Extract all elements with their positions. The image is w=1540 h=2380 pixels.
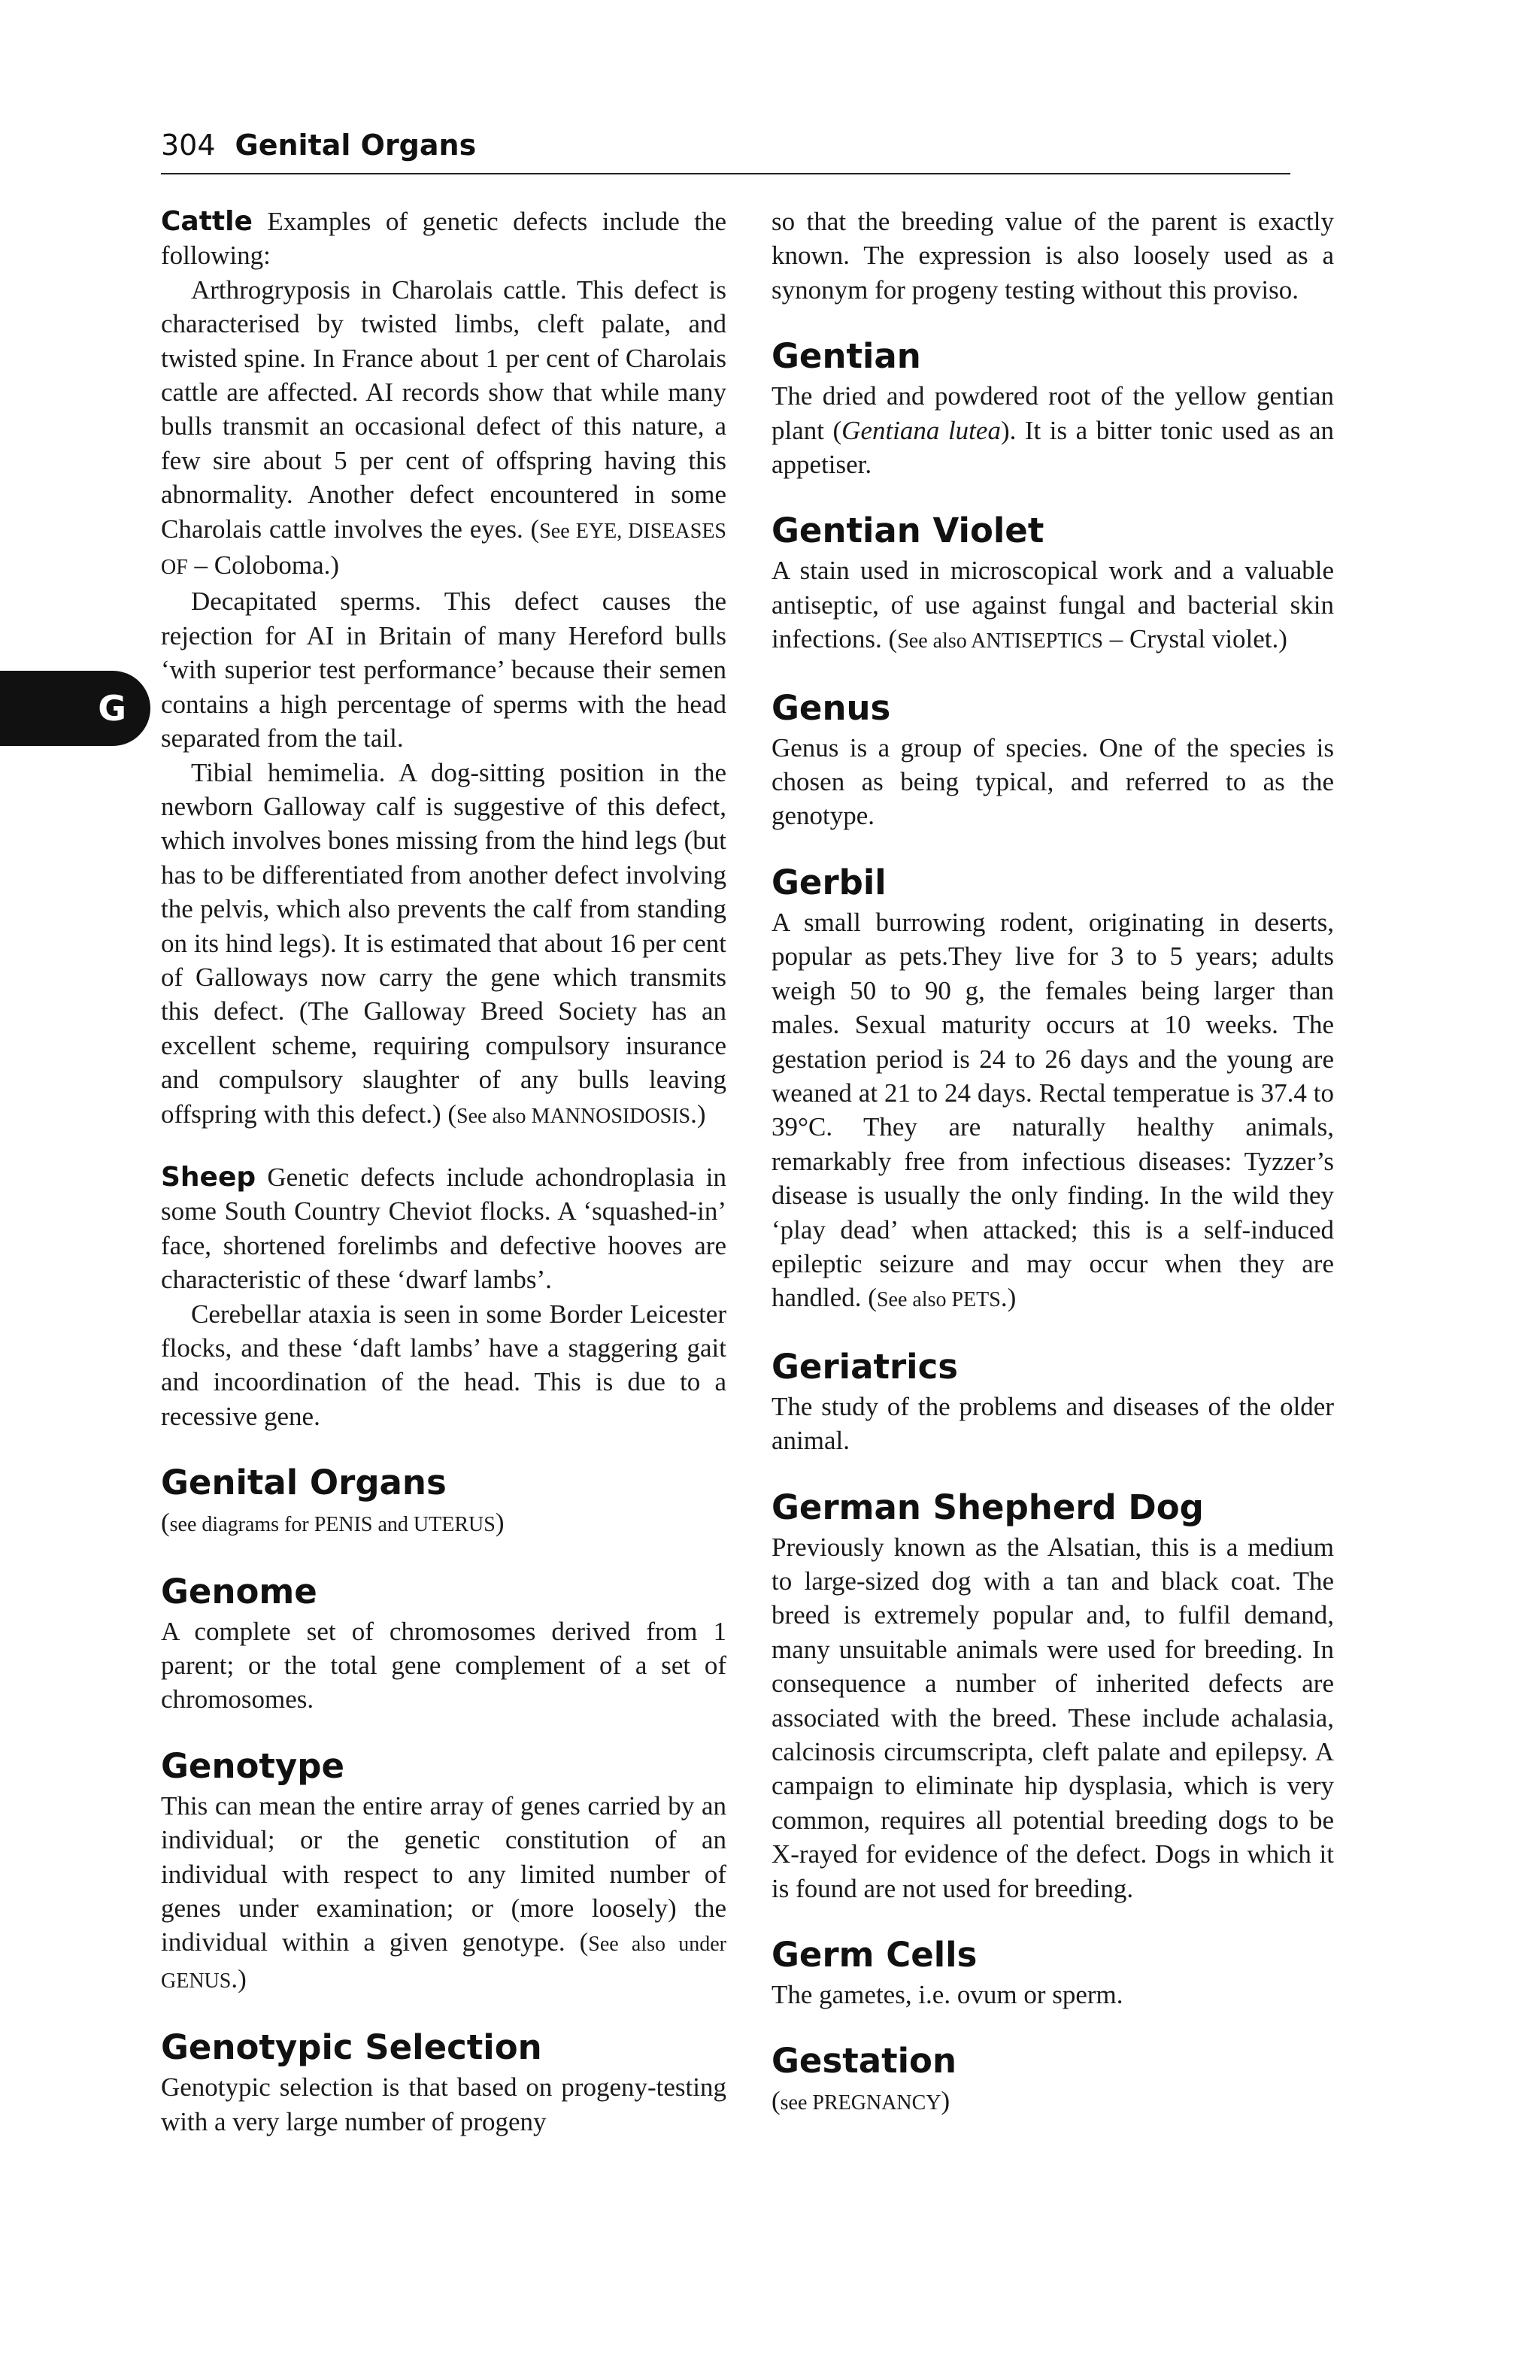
left-column (161, 205, 726, 2139)
entry-heading-genus: Genus (772, 687, 891, 728)
header-rule (161, 173, 1290, 174)
cross-reference: see diagrams for PENIS and UTERUS (169, 1513, 496, 1537)
entry-heading-genotypic-selection: Genotypic Selection (161, 2027, 542, 2068)
gentian-violet-text: A stain used in microscopical work and a valuable antiseptic, of use against fungal and bacterial skin infections. (See also ANTISEPTICS – Crystal violet.) (772, 556, 1334, 654)
entry-heading-german-shepherd-dog: German Shepherd Dog (772, 1487, 1204, 1527)
right-column (772, 205, 1334, 2121)
genus-text: Genus is a group of species. One of the species is chosen as being typical, and referred to as the genotype. (772, 732, 1334, 831)
entry-heading-genotype: Genotype (161, 1745, 344, 1786)
entry-heading-genital-organs: Genital Organs (161, 1463, 447, 1503)
germ-cells-text: The gametes, i.e. ovum or sperm. (772, 1980, 1123, 2010)
entry-heading-genome: Genome (161, 1571, 317, 1611)
sheep-subheading: Sheep (161, 1161, 256, 1193)
genital-organs-text: (see diagrams for PENIS and UTERUS) (161, 1508, 505, 1538)
gentian-text: The dried and powdered root of the yellow gentian plant (Gentiana lutea). It is a bitter tonic used as an appetiser. (772, 381, 1335, 480)
thumb-index-tab (0, 671, 150, 746)
genome-text: A complete set of chromosomes derived from 1 parent; or the total gene complement of a set of chromosomes. (161, 1616, 726, 1715)
cattle-paragraph: Cattle Examples of genetic defects include the following: (161, 206, 726, 271)
entry-heading-gestation: Gestation (772, 2041, 957, 2081)
cross-reference: See also PETS (876, 1288, 1001, 1312)
decapitated-sperms-paragraph: Decapitated sperms. This defect causes the rejection for AI in Britain of many Hereford bulls ‘with superior test performance’ because their semen contains a high percentage of sperms with the head separated from the tail. (161, 587, 726, 753)
sheep-paragraph: Sheep Genetic defects include achondroplasia in some South Country Cheviot flocks. A ‘squashed-in’ face, shortened forelimbs and defective hooves are characteristic of these ‘dwarf lambs’. (161, 1161, 726, 1295)
latin-name: Gentiana lutea (841, 415, 1001, 445)
arthrogryposis-paragraph: Arthrogryposis in Charolais cattle. This defect is characterised by twisted limbs, cleft palate, and twisted spine. In France about 1 per cent of Charolais cattle are affected. AI records show that while many bulls transmit an occasional defect of this nature, a few sire about 5 per cent of offspring having this abnormality. Another defect encountered in some Charolais cattle involves the eyes. (See EYE, DISEASES OF – Coloboma.) (161, 274, 727, 581)
cross-reference: See EYE, DISEASES OF (161, 519, 727, 580)
cross-reference: see PREGNANCY (780, 2091, 941, 2115)
entry-heading-geriatrics: Geriatrics (772, 1346, 959, 1387)
tibial-hemimelia-paragraph: Tibial hemimelia. A dog-sitting position in the newborn Galloway calf is suggestive of this defect, which involves bones missing from the hind legs (but has to be differentiated from another defect involving the pelvis, which also prevents the calf from standing on its hind legs). It is estimated that about 16 per cent of Galloways now carry the gene which transmits this defect. (The Galloway Breed Society has an excellent scheme, requiring compulsory insurance and compulsory slaughter of any bulls leaving offspring with this defect.) (See also MANNOSIDOSIS.) (161, 757, 726, 1129)
cross-reference: See also ANTISEPTICS (897, 629, 1103, 653)
gestation-text: (see PREGNANCY) (772, 2086, 950, 2116)
entry-heading-gentian-violet: Gentian Violet (772, 511, 1044, 551)
genotypic-selection-text: Genotypic selection is that based on progeny-testing with a very large number of progeny (161, 2072, 726, 2136)
cattle-subheading: Cattle (161, 206, 253, 237)
entry-heading-germ-cells: Germ Cells (772, 1935, 978, 1975)
cross-reference: See also under GENUS (161, 1933, 726, 1993)
entry-heading-gentian: Gentian (772, 336, 921, 377)
geriatrics-text: The study of the problems and diseases of the older animal. (772, 1391, 1334, 1456)
running-title: Genital Organs (235, 129, 477, 162)
cerebellar-ataxia-paragraph: Cerebellar ataxia is seen in some Border Leicester flocks, and these ‘daft lambs’ have a staggering gait and incoordination of the head. This is due to a recessive gene. (161, 1299, 726, 1431)
german-shepherd-dog-text: Previously known as the Alsatian, this is a medium to large-sized dog with a tan and black coat. The breed is extremely popular and, to fulfil demand, many unsuitable animals were used for breeding. In consequence a number of inherited defects are associated with the breed. These include achalasia, calcinosis circumscripta, cleft palate and epilepsy. A campaign to eliminate hip dysplasia, which is very common, requires all potential breeding dogs to be X-rayed for evidence of the defect. Dogs in which it is found are not used for breeding. (772, 1532, 1334, 1903)
continued-text: so that the breeding value of the parent is exactly known. The expression is also loosely used as a synonym for progeny testing without this proviso. (772, 207, 1334, 305)
page-number: 304 (161, 129, 216, 162)
thumb-index-letter: G (98, 688, 126, 729)
genotype-text: This can mean the entire array of genes carried by an individual; or the genetic constitution of an individual with respect to any limited number of genes under examination; or (more loosely) the individual within a given genotype. (See also under GENUS.) (161, 1790, 726, 1993)
cross-reference: See also MANNOSIDOSIS (456, 1104, 691, 1128)
entry-heading-gerbil: Gerbil (772, 862, 887, 902)
page-header (161, 126, 1289, 164)
gerbil-text: A small burrowing rodent, originating in deserts, popular as pets.They live for 3 to 5 years; adults weigh 50 to 90 g, the females being larger than males. Sexual maturity occurs at 10 weeks. The gestation period is 24 to 26 days and the young are weaned at 21 to 24 days. Rectal temperatue is 37.4 to 39°C. They are naturally healthy animals, remarkably free from infectious diseases: Tyzzer’s disease is usually the only finding. In the wild they ‘play dead’ when attacked; this is a self-induced epileptic seizure and may occur when they are handled. (See also PETS.) (772, 907, 1334, 1313)
